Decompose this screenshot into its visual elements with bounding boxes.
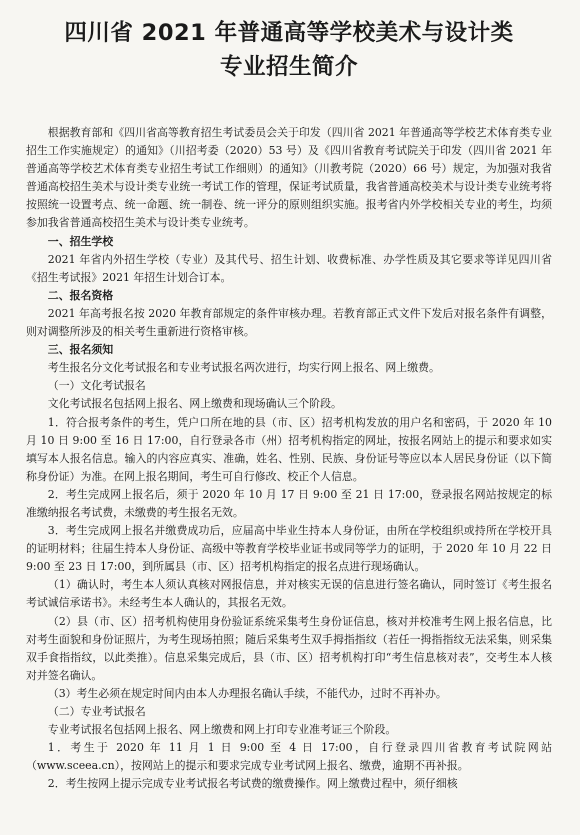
body-paragraph: （1）确认时，考生本人须认真核对网报信息，并对核实无误的信息进行签名确认，同时签订《考生报名考试诚信承诺书》。未经考生本人确认的，其报名无效。 <box>26 578 552 610</box>
body-paragraph: （2）县（市、区）招考机构使用身份验证系统采集考生身份证信息，核对并校准考生网上报名信息，比对考生面貌和身份证照片，为考生现场拍照；随后采集考生双手拇指指纹（若任一拇指指纹无法采集，则采集双手食指指纹，以此类推）。信息采集完成后，县（市、区）招考机构打印“考生信息核对表”，交考生本人核对并签名确认。 <box>26 614 552 682</box>
section-heading: 一、招生学校 <box>47 234 114 248</box>
body-paragraph: 1．考生于 2020 年 11 月 1 日 9:00 至 4 日 17:00，自行登录四川省教育考试院网站（www.sceea.cn），按网站上的提示和要求完成专业考试网上报名、缴费，逾期不再补报。 <box>26 741 552 773</box>
body-paragraph: 3．考生完成网上报名并缴费成功后，应届高中毕业生持本人身份证，由所在学校组织或持所在学校开具的证明材料；往届生持本人身份证、高级中等教育学校毕业证书或同等学力的证明，于 2020 年 10 月 22 日 9:00 至 23 日 17:00，到所属县（市、区）招考机构指定的报名点进行现场确认。 <box>26 524 552 574</box>
document-body <box>26 124 552 793</box>
document-title-line-1: 四川省 2021 年普通高等学校美术与设计类 <box>64 20 514 46</box>
body-paragraph: 2021 年省内外招生学校（专业）及其代号、招生计划、收费标准、办学性质及其它要求等详见四川省《招生考试报》2021 年招生计划合订本。 <box>26 252 552 284</box>
section-heading: 二、报名资格 <box>47 288 114 302</box>
body-paragraph: 2021 年高考报名按 2020 年教育部规定的条件审核办理。若教育部正式文件下发后对报名条件有调整，则对调整所涉及的相关考生重新进行资格审核。 <box>26 306 552 339</box>
document-title-line-2: 专业招生简介 <box>219 54 358 80</box>
body-paragraph: （3）考生必须在规定时间内由本人办理报名确认手续，不能代办，过时不再补办。 <box>47 686 447 700</box>
section-heading: 三、报名须知 <box>47 343 114 357</box>
body-paragraph: （一）文化考试报名 <box>47 379 146 393</box>
body-paragraph: 专业考试报名包括网上报名、网上缴费和网上打印专业准考证三个阶段。 <box>47 723 397 737</box>
body-paragraph: 2．考生按网上提示完成专业考试报名考试费的缴费操作。网上缴费过程中，须仔细核 <box>47 777 458 791</box>
body-paragraph: 考生报名分文化考试报名和专业考试报名两次进行，均实行网上报名、网上缴费。 <box>47 361 440 375</box>
body-paragraph: 2．考生完成网上报名后，须于 2020 年 10 月 17 日 9:00 至 21 日 17:00，登录报名网站按规定的标准缴纳报名考试费，未缴费的考生报名无效。 <box>26 487 552 519</box>
body-paragraph: 根据教育部和《四川省高等教育招生考试委员会关于印发（四川省 2021 年普通高等学校艺术体育类专业招生工作实施规定）的通知》（川招考委（2020）53 号）及《四川省教育考试院关于印发（四川省 2021 年普通高等学校艺术体育类专业招生考试工作细则）的通知》（川教考院（2020）66 号）规定，为加强对我省普通高校招生美术与设计类专业统一考试工作的管理，保证考试质量，我省普通高校美术与设计类专业统考将按照统一设置考点、统一命题、统一制卷、统一评分的原则组织实施。报考省内外学校相关专业的考生，均须参加我省普通高校招生美术与设计类专业统考。 <box>26 126 552 230</box>
body-paragraph: 1．符合报考条件的考生，凭户口所在地的县（市、区）招考机构发放的用户名和密码，于 2020 年 10 月 10 日 9:00 至 16 日 17:00，自行登录各市（州）招考机构指定的网址，按报名网站上的提示和要求如实填写本人报名信息。输入的内容应真实、准确，姓名、性别、民族、身份证号等应以本人居民身份证（以下简称身份证）为准。在网上报名期间，考生可自行修改、校正个人信息。 <box>26 415 552 483</box>
body-paragraph: 文化考试报名包括网上报名、网上缴费和现场确认三个阶段。 <box>47 397 342 411</box>
body-paragraph: （二）专业考试报名 <box>47 705 146 718</box>
